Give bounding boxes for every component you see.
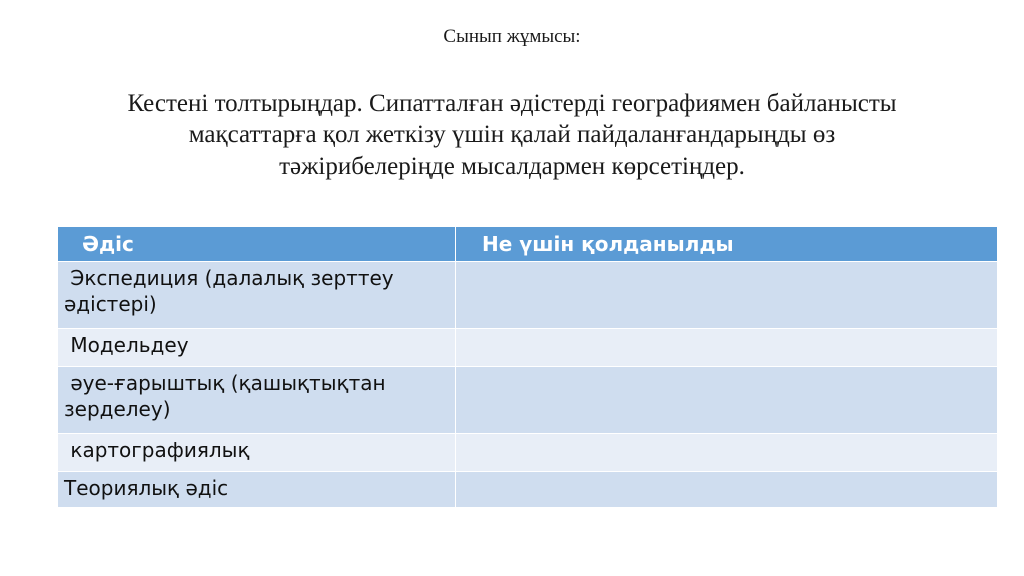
purpose-cell[interactable]: [456, 434, 998, 472]
table-row: [58, 434, 998, 472]
purpose-cell[interactable]: [456, 367, 998, 434]
method-cell: әуе-ғарыштық (қашықтықтан зерделеу): [58, 367, 456, 434]
methods-table: [57, 226, 998, 508]
purpose-cell[interactable]: [456, 262, 998, 329]
method-cell: Модельдеу: [58, 329, 456, 367]
header-method: Әдіс: [58, 227, 456, 262]
table-header-row: [58, 227, 998, 262]
method-cell: Экспедиция (далалық зерттеу әдістері): [58, 262, 456, 329]
table-row: [58, 329, 998, 367]
method-cell: картографиялық: [58, 434, 456, 472]
table-row: [58, 367, 998, 434]
table-row: [58, 472, 998, 508]
purpose-cell[interactable]: [456, 329, 998, 367]
purpose-cell[interactable]: [456, 472, 998, 508]
header-purpose: Не үшін қолданылды: [456, 227, 998, 262]
method-cell: Теориялық әдіс: [58, 472, 456, 508]
task-instruction: Кестені толтырыңдар. Сипатталған әдістерді географиямен байланысты мақсаттарға қол жеткізу үшін қалай пайдаланғандарыңды өз тәжірибелеріңде мысалдармен көрсетіңдер.: [127, 90, 897, 180]
class-work-label: Сынып жұмысы:: [443, 26, 581, 47]
table-row: [58, 262, 998, 329]
